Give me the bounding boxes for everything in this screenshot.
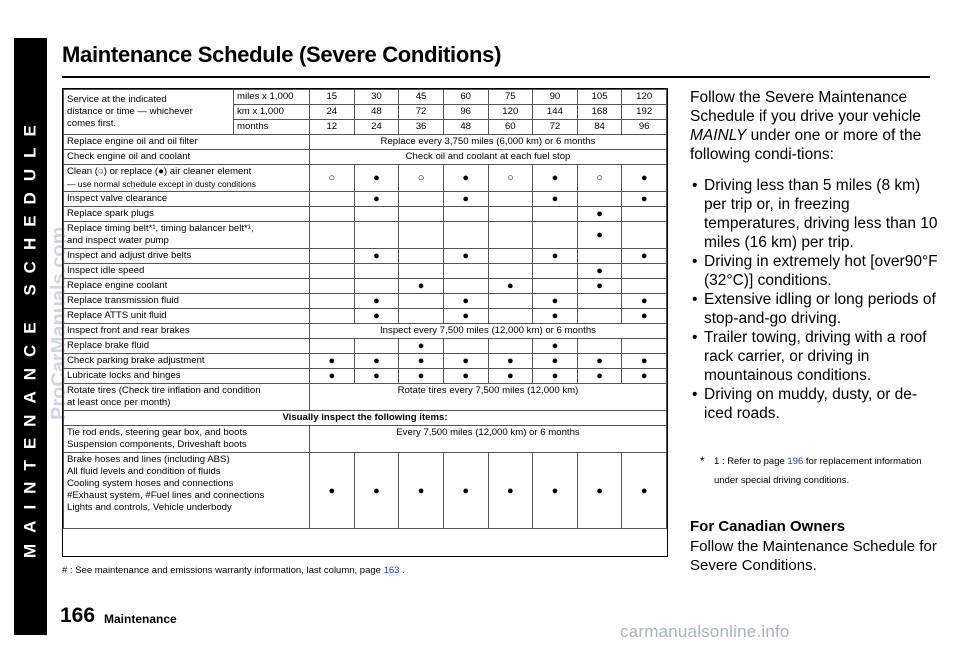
schedule-mark: ● [310,453,355,529]
unit-km: km x 1,000 [234,105,310,120]
schedule-mark [399,192,444,207]
item-spark: Replace spark plugs [64,207,310,222]
condition-item: • Extensive idling or long periods of stop-and-go driving. [692,291,936,327]
schedule-mark: ● [577,264,622,279]
schedule-mark: ● [399,279,444,294]
schedule-mark [354,279,399,294]
schedule-mark [488,264,533,279]
asterisk-icon: * [700,454,705,468]
months-cell: 60 [488,120,533,135]
schedule-mark: ● [577,222,622,249]
schedule-mark [310,192,355,207]
schedule-mark: ● [354,192,399,207]
item-rotate-tires: Rotate tires (Check tire inflation and condition at least once per month) [64,384,310,411]
rotate-interval: Rotate tires every 7,500 miles (12,000 km) [310,384,667,411]
item-idle: Inspect idle speed [64,264,310,279]
schedule-mark [577,294,622,309]
months-cell: 72 [533,120,578,135]
schedule-mark [399,222,444,249]
schedule-mark [488,249,533,264]
schedule-mark: ● [399,354,444,369]
schedule-mark: ● [577,207,622,222]
item-tie-rod: Tie rod ends, steering gear box, and boots Suspension components, Driveshaft boots [64,426,310,453]
schedule-mark: ● [443,369,488,384]
check-oil-interval: Check oil and coolant at each fuel stop [310,150,667,165]
schedule-mark [488,339,533,354]
schedule-mark [622,207,667,222]
schedule-mark [443,339,488,354]
schedule-mark: ● [354,309,399,324]
item-atts: Replace ATTS unit fluid [64,309,310,324]
months-cell: 84 [577,120,622,135]
schedule-mark: ● [443,192,488,207]
miles-cell: 15 [310,90,355,105]
oil-interval: Replace every 3,750 miles (6,000 km) or 6 months [310,135,667,150]
schedule-mark [310,207,355,222]
schedule-mark: ● [354,294,399,309]
tie-rod-interval: Every 7,500 miles (12,000 km) or 6 months [310,426,667,453]
schedule-mark [310,294,355,309]
schedule-mark [310,222,355,249]
schedule-mark [577,192,622,207]
severe-conditions-text [690,88,945,423]
title-rule [62,76,930,78]
schedule-mark: ● [443,354,488,369]
item-transmission: Replace transmission fluid [64,294,310,309]
schedule-mark [399,294,444,309]
item-oil-filter: Replace engine oil and oil filter [64,135,310,150]
item-air-cleaner: Clean (○) or replace (●) air cleaner element — use normal schedule except in dusty conditions [64,165,310,192]
schedule-mark: ● [577,369,622,384]
header-label: Service at the indicated distance or time — whichever comes first. [64,90,234,135]
schedule-mark: ● [354,165,399,192]
bullet-icon: • [692,177,698,194]
schedule-mark: ● [354,453,399,529]
schedule-mark [488,192,533,207]
schedule-mark: ● [443,294,488,309]
schedule-mark [310,249,355,264]
schedule-mark [488,294,533,309]
schedule-mark: ● [488,369,533,384]
schedule-mark: ● [310,354,355,369]
schedule-mark [399,207,444,222]
schedule-mark [310,309,355,324]
replacement-page-link[interactable]: 196 [787,456,804,467]
item-lubricate: Lubricate locks and hinges [64,369,310,384]
schedule-mark: ● [533,453,578,529]
schedule-mark: ● [622,192,667,207]
condition-item: • Driving in extremely hot [over90°F (32°C)] conditions. [692,253,938,289]
schedule-mark: ● [488,453,533,529]
item-drive-belts: Inspect and adjust drive belts [64,249,310,264]
site-watermark: carmanualsonline.info [620,622,790,641]
schedule-mark: ● [399,339,444,354]
schedule-mark [533,279,578,294]
miles-cell: 105 [577,90,622,105]
item-brakes: Inspect front and rear brakes [64,324,310,339]
km-cell: 96 [443,105,488,120]
km-cell: 192 [622,105,667,120]
schedule-mark [622,264,667,279]
schedule-mark: ● [533,249,578,264]
km-cell: 144 [533,105,578,120]
item-check-oil: Check engine oil and coolant [64,150,310,165]
canadian-owners-heading: For Canadian Owners [690,518,846,535]
km-cell: 24 [310,105,355,120]
bullet-icon: • [692,291,698,308]
schedule-mark [488,207,533,222]
months-cell: 48 [443,120,488,135]
intro-paragraph: Follow the Severe Maintenance Schedule if you drive your vehicle MAINLY under one or more of the following condi-tions: [690,89,922,163]
schedule-mark: ● [443,453,488,529]
schedule-mark: ● [443,309,488,324]
schedule-mark: ● [622,294,667,309]
schedule-mark [533,222,578,249]
schedule-mark: ● [488,279,533,294]
schedule-mark: ● [577,354,622,369]
km-cell: 120 [488,105,533,120]
item-parking-brake: Check parking brake adjustment [64,354,310,369]
schedule-mark [310,339,355,354]
schedule-mark: ● [533,192,578,207]
schedule-mark: ● [354,369,399,384]
schedule-mark [443,264,488,279]
schedule-mark [622,279,667,294]
schedule-mark: ● [533,354,578,369]
km-cell: 168 [577,105,622,120]
timing-belt-footnote: * 1 : Refer to page 196 for replacement information under special driving conditions. [700,452,940,490]
item-valve: Inspect valve clearance [64,192,310,207]
condition-item: • Trailer towing, driving with a roof rack carrier, or driving in mountainous conditions. [692,329,927,384]
watermark: ProCarManuals.com [48,226,70,420]
unit-miles: miles x 1,000 [234,90,310,105]
schedule-mark [354,264,399,279]
months-cell: 96 [622,120,667,135]
schedule-mark: ● [354,249,399,264]
schedule-mark: ○ [310,165,355,192]
schedule-mark [622,222,667,249]
schedule-mark: ● [443,249,488,264]
schedule-mark: ● [533,339,578,354]
schedule-mark: ● [622,369,667,384]
schedule-mark [577,339,622,354]
miles-cell: 30 [354,90,399,105]
item-brake-fluid: Replace brake fluid [64,339,310,354]
schedule-mark: ● [354,354,399,369]
schedule-mark [577,309,622,324]
schedule-mark: ● [399,369,444,384]
months-cell: 12 [310,120,355,135]
months-cell: 24 [354,120,399,135]
schedule-mark: ● [577,453,622,529]
miles-cell: 75 [488,90,533,105]
schedule-mark: ○ [488,165,533,192]
schedule-mark: ● [533,309,578,324]
page-number: 166 [60,604,96,627]
schedule-mark [533,207,578,222]
unit-months: months [234,120,310,135]
condition-item: • Driving less than 5 miles (8 km) per trip or, in freezing temperatures, driving less than 10 miles (16 km) per trip. [692,177,938,251]
schedule-mark [354,207,399,222]
schedule-mark [443,222,488,249]
km-cell: 72 [399,105,444,120]
maintenance-table [62,88,668,557]
schedule-mark: ● [622,453,667,529]
schedule-mark [310,279,355,294]
bullet-icon: • [692,386,698,403]
page-title: Maintenance Schedule (Severe Conditions) [62,42,502,67]
schedule-mark: ● [310,369,355,384]
schedule-mark [354,222,399,249]
schedule-mark [488,309,533,324]
bullet-icon: • [692,329,698,346]
schedule-mark: ● [622,309,667,324]
months-cell: 36 [399,120,444,135]
schedule-mark: ● [622,354,667,369]
page-section: Maintenance [104,612,177,626]
schedule-mark: ○ [399,165,444,192]
schedule-mark: ● [488,354,533,369]
miles-cell: 45 [399,90,444,105]
warranty-page-link[interactable]: 163 [383,565,400,576]
schedule-mark [310,264,355,279]
schedule-mark: ● [533,165,578,192]
item-coolant: Replace engine coolant [64,279,310,294]
item-hoses: Brake hoses and lines (including ABS) All fluid levels and condition of fluids Cooling system hoses and connections #Exhaust system, #Fuel lines and connections Lights and controls, Vehicle underbody [64,453,310,529]
condition-item: • Driving on muddy, dusty, or de-iced roads. [692,386,918,422]
schedule-mark [399,264,444,279]
miles-cell: 120 [622,90,667,105]
brakes-interval: Inspect every 7,500 miles (12,000 km) or 6 months [310,324,667,339]
schedule-mark: ● [533,294,578,309]
schedule-mark [488,222,533,249]
schedule-mark [354,339,399,354]
schedule-mark [443,207,488,222]
bullet-icon: • [692,253,698,270]
sidebar-section-label: MAINTENANCE SCHEDULE [20,114,40,559]
schedule-mark [577,249,622,264]
schedule-mark [533,264,578,279]
schedule-mark: ● [443,165,488,192]
miles-cell: 90 [533,90,578,105]
canadian-owners-text: Follow the Maintenance Schedule for Severe Conditions. [690,538,937,574]
schedule-mark [622,339,667,354]
schedule-mark: ○ [577,165,622,192]
schedule-mark: ● [399,453,444,529]
schedule-mark: ● [622,165,667,192]
schedule-mark [399,249,444,264]
schedule-mark: ● [622,249,667,264]
km-cell: 48 [354,105,399,120]
schedule-mark [399,309,444,324]
item-timing-belt: Replace timing belt*¹, timing balancer belt*¹, and inspect water pump [64,222,310,249]
schedule-mark: ● [577,279,622,294]
miles-cell: 60 [443,90,488,105]
warranty-footnote: # : See maintenance and emissions warranty information, last column, page 163 . [62,565,405,576]
schedule-mark: ● [533,369,578,384]
schedule-mark [443,279,488,294]
visual-inspection-header: Visually inspect the following items: [64,411,667,426]
